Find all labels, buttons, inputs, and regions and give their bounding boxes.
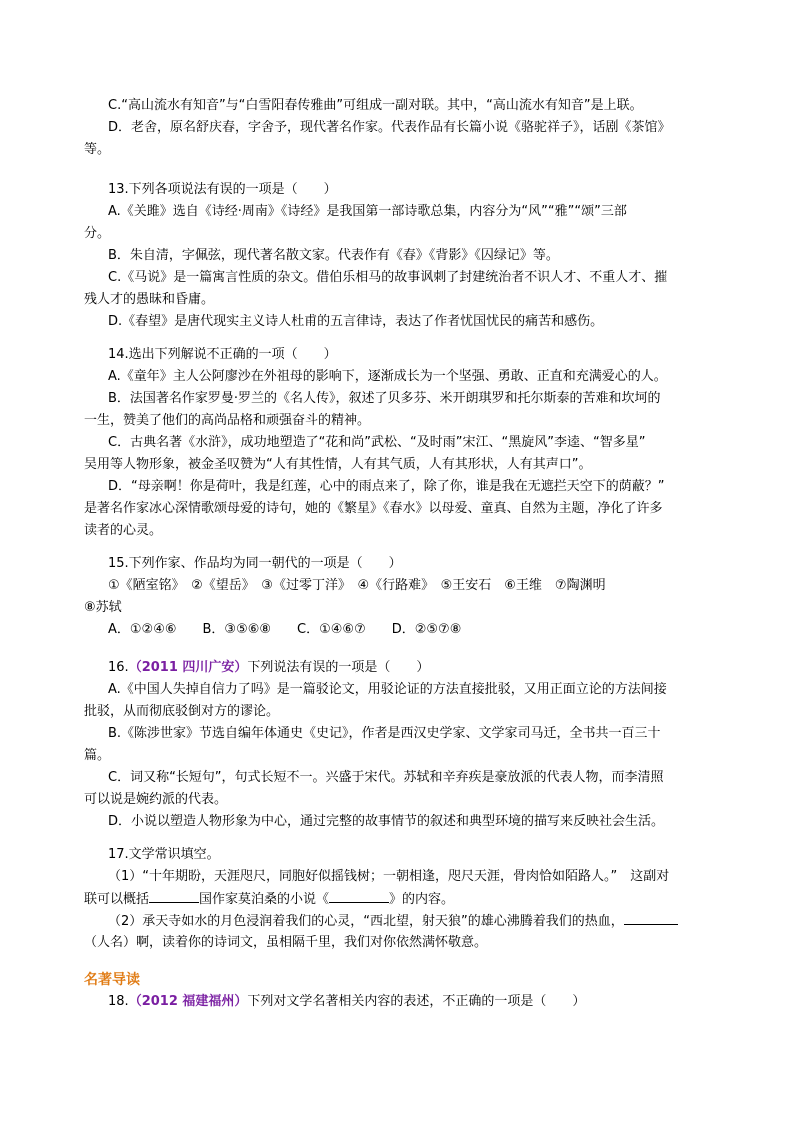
question-stem: 13.下列各项说法有误的一项是（ ） [108,182,337,197]
section-title: 名著导读 [84,972,140,988]
section-heading [84,969,716,991]
option-c: C．古典名著《水浒》，成功地塑造了“花和尚”武松、“及时雨”宋江、“黑旋风”李逵、“智多星” [108,435,646,450]
question-17 [84,844,716,954]
option-d: D．小说以塑造人物形象为中心，通过完整的故事情节的叙述和典型环境的描写来反映社会生活。 [108,814,665,829]
question-16 [84,657,716,833]
option-c-cont: 可以说是婉约派的代表。 [84,792,228,807]
answer-blank[interactable] [624,910,678,925]
fill-text: 联可以概括 [84,892,150,907]
fill-item-2 [84,910,716,932]
option-d: D．“母亲啊！你是荷叶，我是红莲，心中的雨点来了，除了你，谁是我在无遮拦天空下的荫蔽？” [108,479,665,494]
question-14 [84,344,716,542]
fill-item-1: （1）“十年期盼，天涯咫尺，同胞好似摇钱树；一朝相逢，咫尺天涯，骨肉恰如陌路人。” 这副对 [108,869,670,884]
option-d: D．老舍，原名舒庆春，字舍予，现代著名作家。代表作品有长篇小说《骆驼祥子》，话剧《茶馆》 [108,120,671,135]
option-a-cont: 批驳，从而彻底驳倒对方的谬论。 [84,704,280,719]
option-d-cont: 读者的心灵。 [84,523,163,538]
fill-item-1-cont [84,888,716,910]
item-list: ①《陋室铭》 ②《望岳》 ③《过零丁洋》 ④《行路难》 ⑤王安石 ⑥王维 ⑦陶渊明 [108,578,606,593]
answer-blank[interactable] [329,888,389,903]
fill-text: 国作家莫泊桑的小说《 [199,892,330,907]
previous-question-options [84,95,716,161]
answer-options: A．①②④⑥ B．③⑤⑥⑧ C．①④⑥⑦ D．②⑤⑦⑧ [108,622,462,637]
question-stem: 14.选出下列解说不正确的一项（ ） [108,347,337,362]
option-a: A.《关雎》选自《诗经·周南》《诗经》是我国第一部诗歌总集，内容分为“风”“雅”“颂”三部 [108,204,627,219]
question-stem: 17.文学常识填空。 [108,847,220,862]
question-stem [84,657,716,679]
option-c-cont: 残人才的愚昧和昏庸。 [84,292,215,307]
option-a: A.《童年》主人公阿廖沙在外祖母的影响下，逐渐成长为一个坚强、勇敢、正直和充满爱心的人。 [108,369,667,384]
question-text: 下列说法有误的一项是（ ） [247,660,430,675]
question-15 [84,553,716,641]
option-b-cont: 篇。 [84,748,111,763]
option-d-cont: 等。 [84,142,111,157]
option-c: C.《马说》是一篇寓言性质的杂文。借伯乐相马的故事讽刺了封建统治者不识人才、不重人才、摧 [108,270,668,285]
option-a-cont: 分。 [84,226,111,241]
fill-item-2-cont: （人名）啊，读着你的诗词文，虽相隔千里，我们对你依然满怀敬意。 [84,935,488,950]
option-c-cont: 吴用等人物形象，被金圣叹赞为“人有其性情，人有其气质，人有其形状，人有其声口”。 [84,457,592,472]
item-list-cont: ⑧苏轼 [84,600,122,615]
option-b: B.《陈涉世家》节选自编年体通史《史记》，作者是西汉史学家、文学家司马迁，全书共一百三十 [108,726,661,741]
option-c: C．词又称“长短句”，句式长短不一。兴盛于宋代。苏轼和辛弃疾是豪放派的代表人物，而李清照 [108,770,664,785]
question-text: 下列对文学名著相关内容的表述，不正确的一项是（ ） [247,994,586,1009]
option-d-cont: 是著名作家冰心深情歌颂母爱的诗句，她的《繁星》《春水》以母爱、童真、自然为主题，净化了许多 [84,501,663,516]
question-stem: 15.下列作家、作品均为同一朝代的一项是（ ） [108,556,402,571]
fill-text: 》的内容。 [389,892,455,907]
option-d: D.《春望》是唐代现实主义诗人杜甫的五言律诗，表达了作者忧国忧民的痛苦和感伤。 [108,314,604,329]
question-number: 18. [108,994,129,1009]
question-source: （2012 福建福州） [128,994,248,1009]
option-a: A.《中国人失掉自信力了吗》是一篇驳论文，用驳论证的方法直接批驳，又用正面立论的方法间接 [108,682,667,697]
option-b-cont: 一生，赞美了他们的高尚品格和顽强奋斗的精神。 [84,413,371,428]
question-number: 16. [108,660,129,675]
question-stem [84,991,716,1013]
option-c: C.“高山流水有知音”与“白雪阳春传雅曲”可组成一副对联。其中，“高山流水有知音”是上联。 [108,98,643,113]
question-18 [84,991,716,1013]
question-source: （2011 四川广安） [128,660,248,675]
fill-text: （2）承天寺如水的月色浸润着我们的心灵，“西北望，射天狼”的雄心沸腾着我们的热血， [108,914,624,929]
option-b: B．法国著名作家罗曼·罗兰的《名人传》，叙述了贝多芬、米开朗琪罗和托尔斯泰的苦难和坎坷的 [108,391,661,406]
question-13 [84,179,716,333]
answer-blank[interactable] [149,888,199,903]
option-b: B．朱自清，字佩弦，现代著名散文家。代表作有《春》《背影》《囚绿记》等。 [108,248,559,263]
